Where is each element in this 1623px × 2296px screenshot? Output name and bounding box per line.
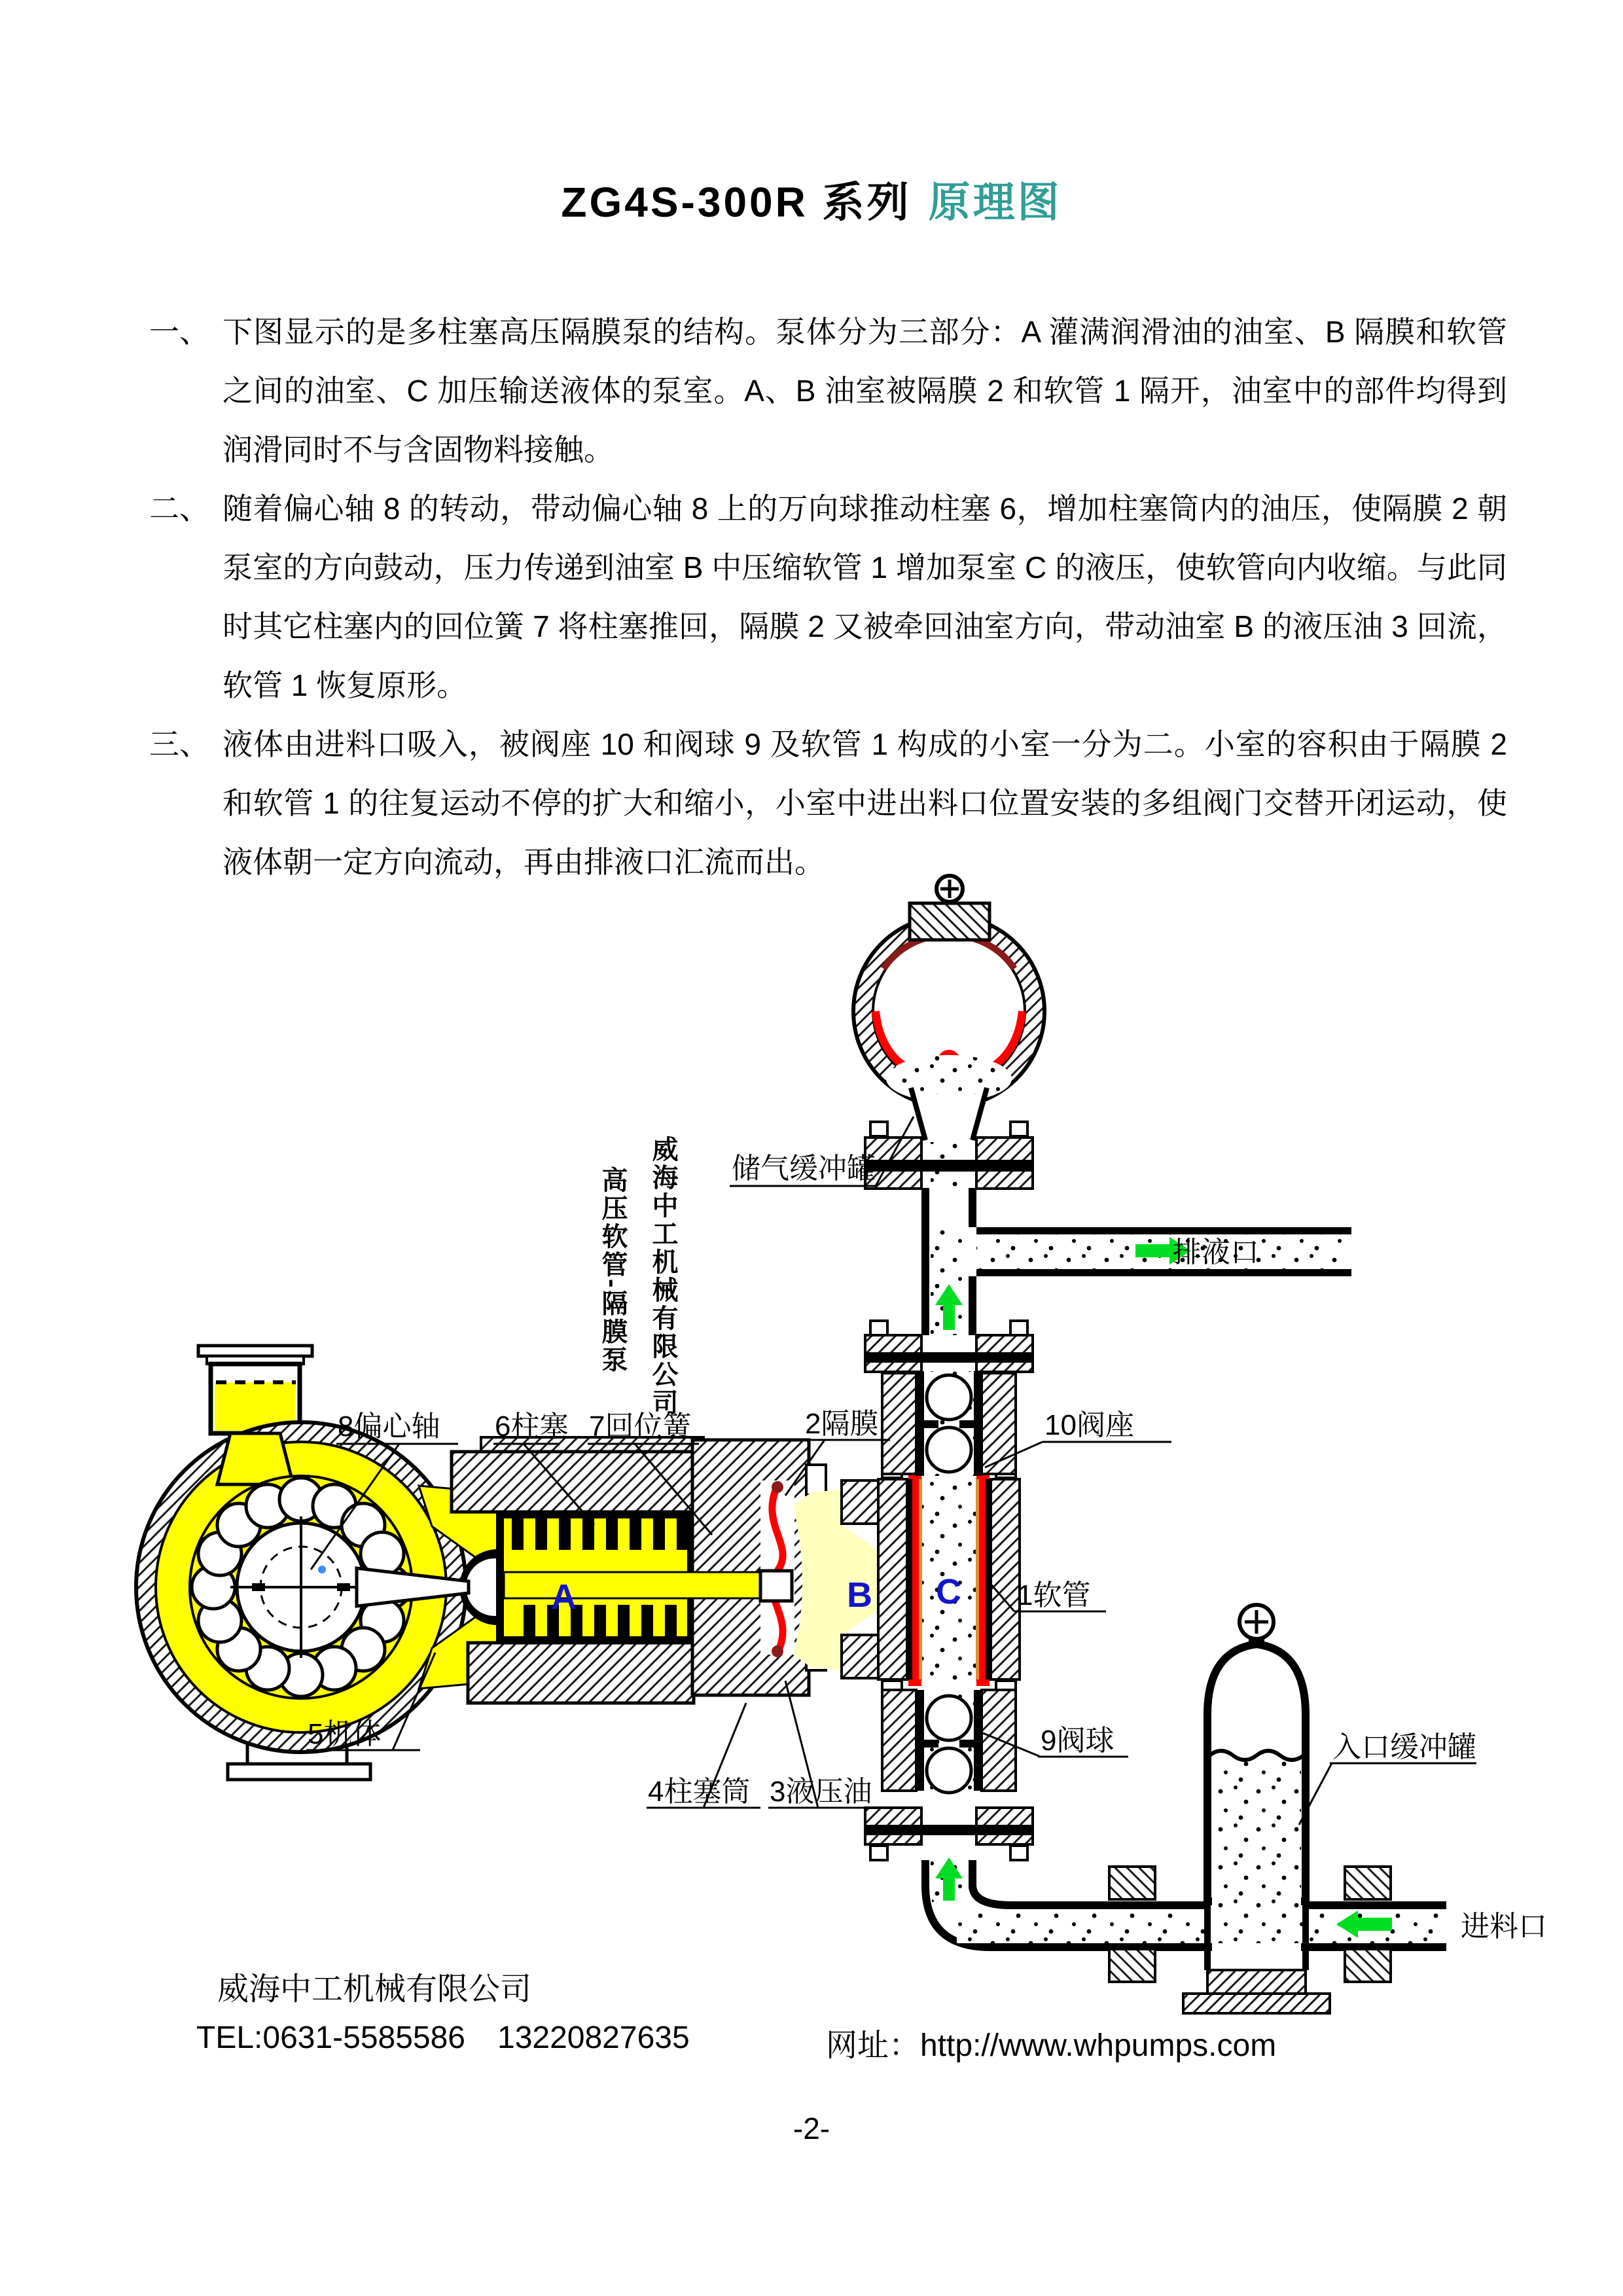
inlet-pipe-flange-2-top xyxy=(1345,1867,1391,1899)
paragraph-2-number: 二、 xyxy=(149,492,209,526)
diagram-vertical-company-text: 威海中工机械有限公司 xyxy=(649,1136,677,1417)
chamber-a-letter: A xyxy=(551,1577,577,1617)
title-series: ZG4S-300R 系列 xyxy=(561,179,912,226)
footer-website: 网址：http://www.whpumps.com xyxy=(826,2028,1277,2063)
footer-mobile: 13220827635 xyxy=(497,2020,690,2055)
suction-valve xyxy=(882,1690,1016,1793)
page-number: -2- xyxy=(793,2111,830,2145)
label-4-plunger-barrel: 4柱塞筒 xyxy=(648,1776,751,1808)
label-discharge-port: 排液口 xyxy=(1173,1236,1259,1268)
chamber-c-letter: C xyxy=(936,1572,961,1611)
footer-tel: TEL:0631-5585586 xyxy=(196,2020,465,2055)
discharge-branch-pipe xyxy=(921,1188,1351,1276)
oil-cup xyxy=(198,1346,312,1433)
label-8-eccentric-shaft: 8偏心轴 xyxy=(338,1410,440,1443)
diagram-vertical-product-text: 高压软管-隔膜泵 xyxy=(598,1166,627,1374)
paragraph-2-text: 随着偏心轴 8 的转动，带动偏心轴 8 上的万向球推动柱塞 6，增加柱塞筒内的油压，使隔膜 2 朝泵室的方向鼓动，压力传递到油室 B 中压缩软管 1 增加泵室 C 的液压，使软管向内收缩。与此同时其它柱塞内的回位簧 7 将柱塞推回，隔膜 2 又被牵回油室方向，带动油室 B 的液压油 3 回流，软管 1 恢复原形。 xyxy=(223,492,1507,702)
label-7-return-spring: 7回位簧 xyxy=(589,1410,692,1443)
inlet-pipe-flange-1-bottom xyxy=(1109,1949,1155,1982)
inlet-pipe-flange-2-bottom xyxy=(1345,1949,1391,1982)
discharge-valve xyxy=(882,1371,1016,1476)
paragraph-1-number: 一、 xyxy=(149,315,209,349)
valve-bottom-flange xyxy=(865,1808,1033,1860)
paragraph-1-text: 下图显示的是多柱塞高压隔膜泵的结构。泵体分为三部分：A 灌满润滑油的油室、B 隔膜和软管之间的油室、C 加压输送液体的泵室。A、B 油室被隔膜 2 和软管 1 隔开，油室中的部件均得到润滑同时不与含固物料接触。 xyxy=(223,315,1507,467)
label-5-body: 5机体 xyxy=(308,1718,382,1750)
pump-to-valve-flange-bottom xyxy=(842,1635,880,1678)
paragraph-3-text: 液体由进料口吸入，被阀座 10 和阀球 9 及软管 1 构成的小室一分为二。小室的容积由于隔膜 2 和软管 1 的往复运动不停的扩大和缩小，小室中进出料口位置安装的多组阀门交替开闭运动，使液体朝一定方向流动，再由排液口汇流而出。 xyxy=(223,727,1507,879)
label-outlet-damper: 储气缓冲罐 xyxy=(732,1153,876,1185)
label-inlet-port: 进料口 xyxy=(1461,1910,1547,1943)
paragraph-3-number: 三、 xyxy=(149,727,209,761)
label-inlet-damper: 入口缓冲罐 xyxy=(1332,1731,1476,1763)
label-10-valve-seat: 10阀座 xyxy=(1044,1409,1134,1441)
label-2-diaphragm: 2隔膜 xyxy=(805,1408,879,1440)
inlet-pipe-flange-1-top xyxy=(1109,1867,1155,1899)
pump-to-valve-flange-top xyxy=(842,1480,880,1524)
label-6-plunger: 6柱塞 xyxy=(495,1410,569,1443)
label-1-hose: 1软管 xyxy=(1017,1579,1091,1611)
outlet-pulsation-damper xyxy=(853,876,1044,1142)
label-9-valve-ball: 9阀球 xyxy=(1041,1725,1115,1757)
chamber-b-letter: B xyxy=(847,1575,872,1615)
label-3-hydraulic-oil: 3液压油 xyxy=(770,1776,872,1808)
plunger-rod xyxy=(504,1572,766,1598)
footer-company: 威海中工机械有限公司 xyxy=(217,1972,532,2007)
title-principle: 原理图 xyxy=(928,179,1062,226)
discharge-section xyxy=(853,876,1351,1335)
